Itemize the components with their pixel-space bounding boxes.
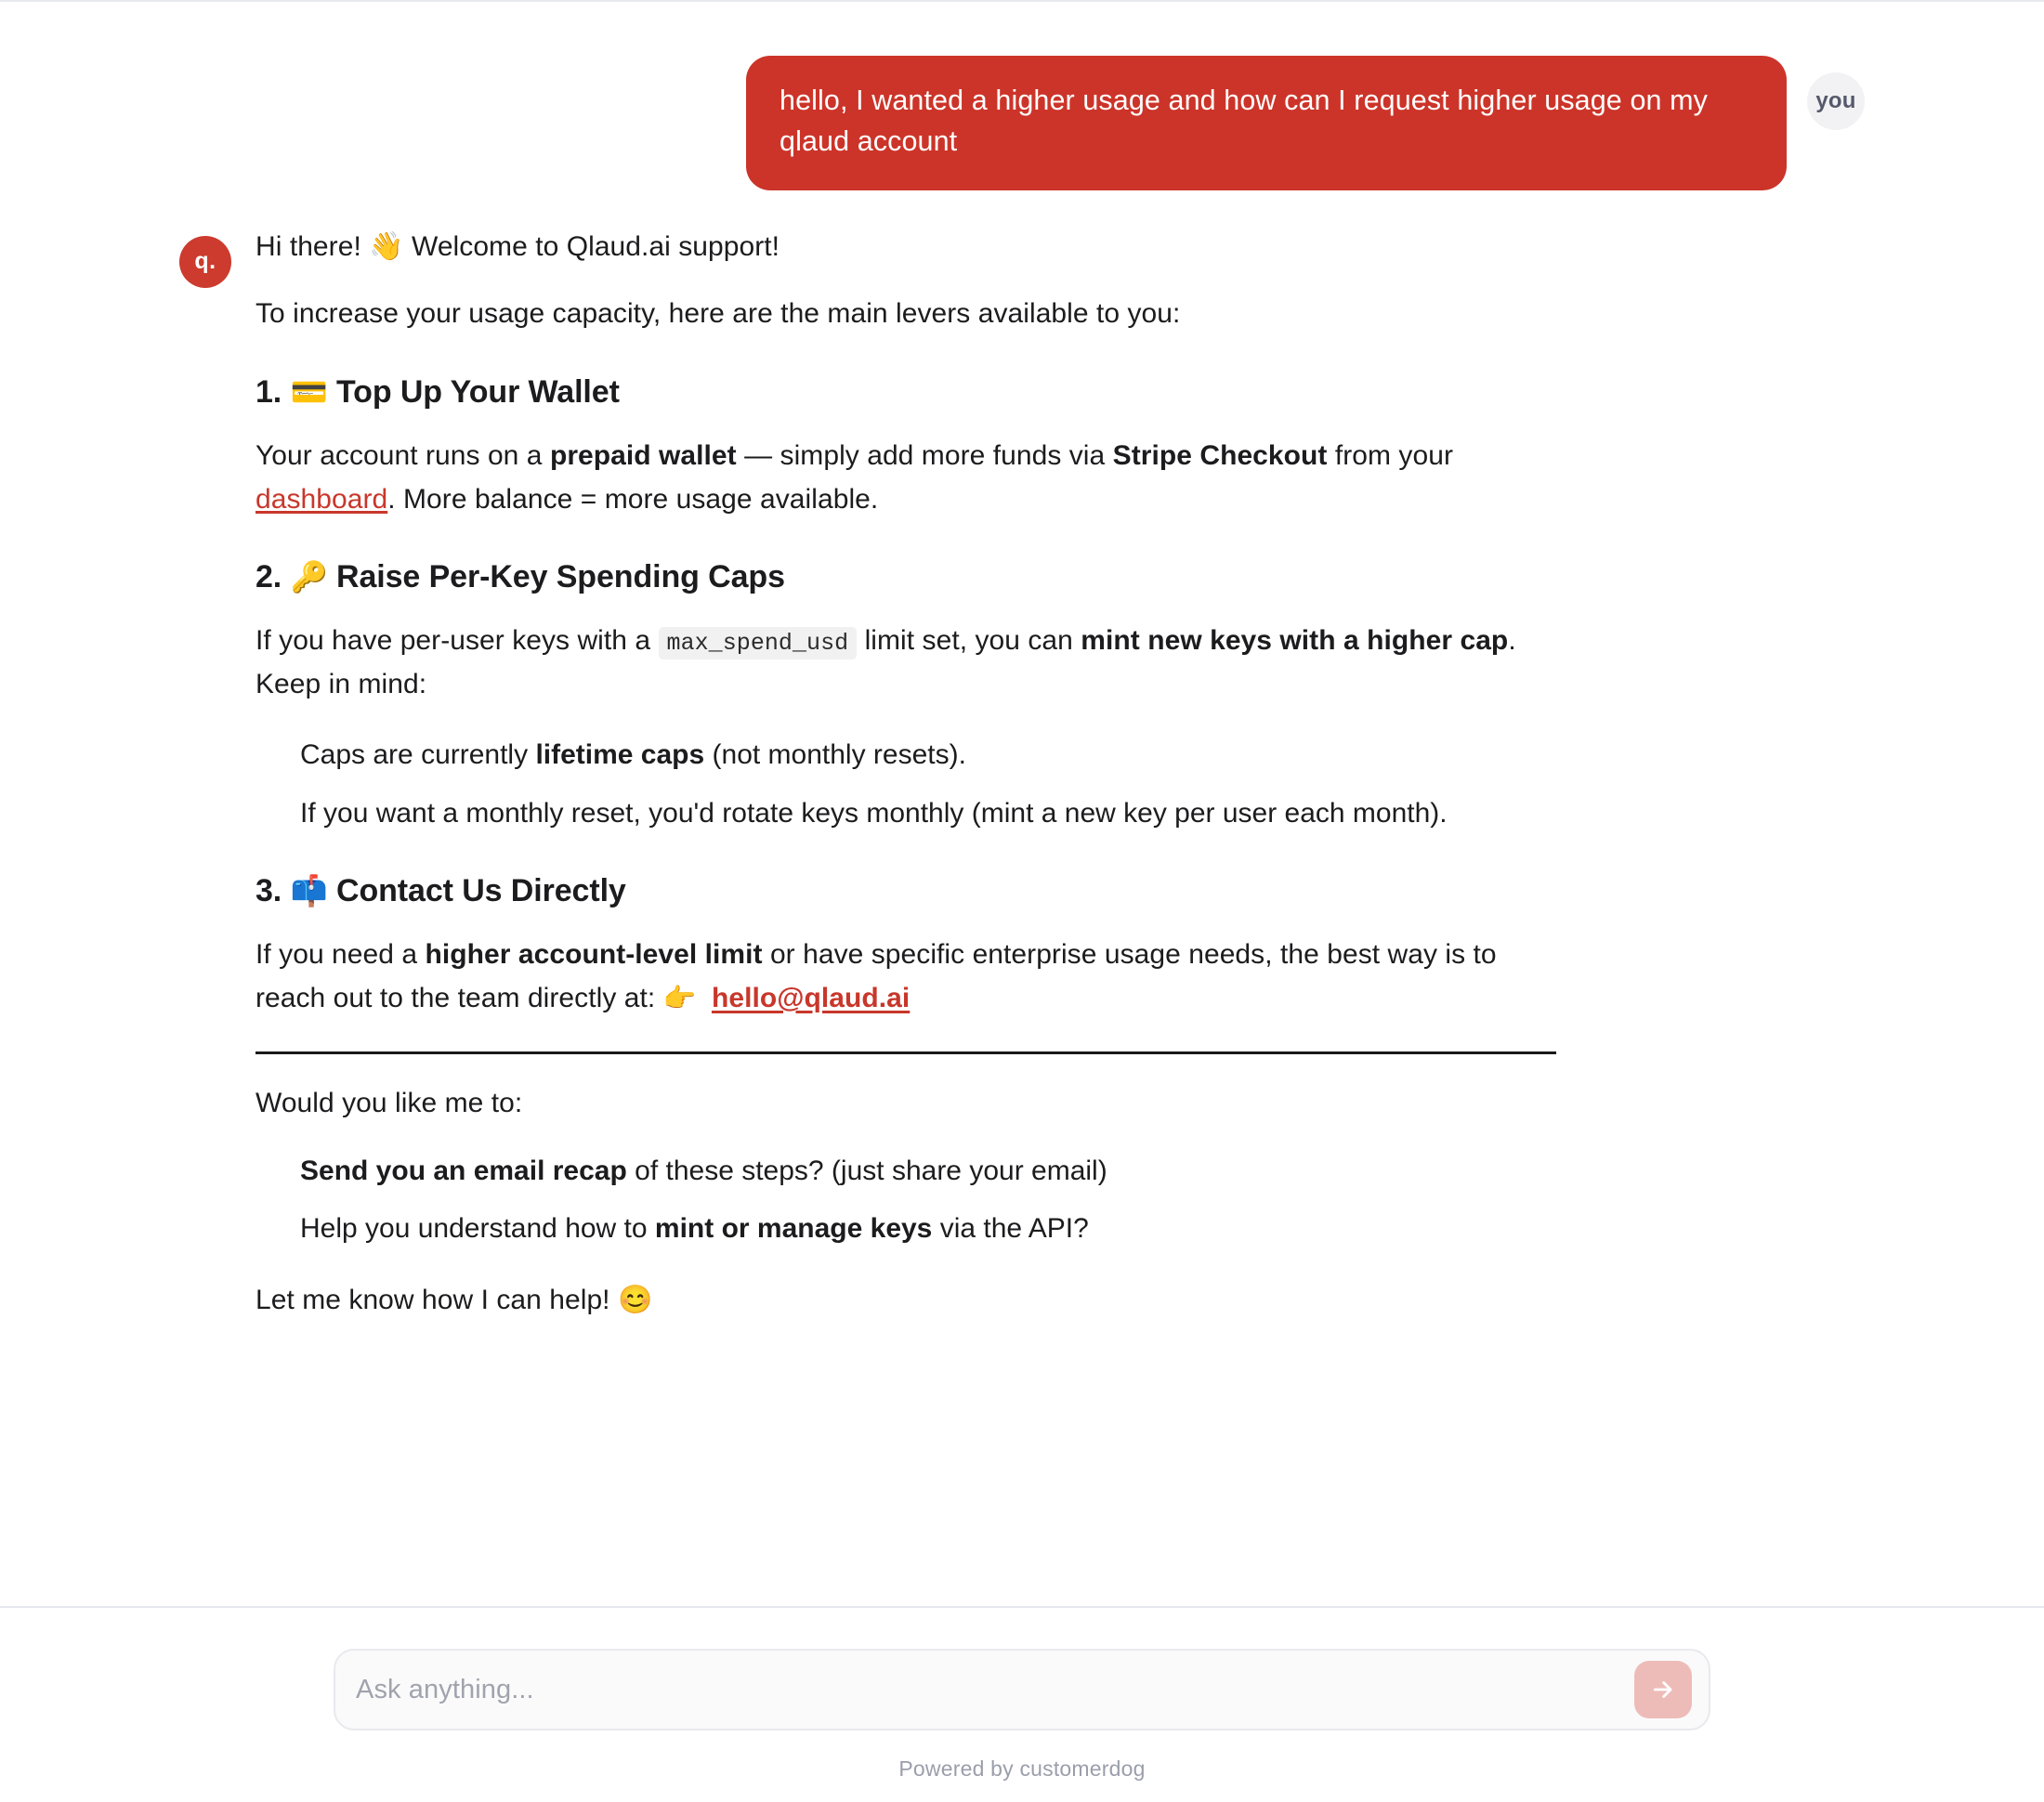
closing-signoff: Let me know how I can help! 😊 — [256, 1284, 653, 1315]
max-spend-usd-code: max_spend_usd — [659, 627, 858, 659]
s2-bold-mint-new-keys: mint new keys with a higher cap — [1081, 625, 1509, 657]
section-2-paragraph — [256, 620, 1556, 706]
content-divider — [256, 1051, 1556, 1054]
section-1-title: Top Up Your Wallet — [336, 373, 620, 410]
s1-text-e: from your — [1327, 440, 1453, 471]
bot-message-body — [256, 226, 1556, 1351]
key-icon: 🔑 — [290, 559, 328, 594]
list-item — [256, 1208, 1556, 1251]
send-button[interactable] — [1634, 1661, 1692, 1718]
s3-text-c: or have specific enterprise usage needs, the best way is to reach out to the team directly at: — [256, 939, 1497, 1013]
s2-bullet1-bold: lifetime caps — [535, 739, 705, 771]
option2-c: via the API? — [932, 1213, 1089, 1245]
s2-text-b: limit set, you can — [857, 625, 1081, 657]
section-2-title: Raise Per-Key Spending Caps — [336, 559, 785, 594]
s2-bullet1-a: Caps are currently — [300, 739, 536, 771]
mailbox-icon: 📫 — [290, 873, 328, 909]
powered-by-label: Powered by customerdog — [898, 1756, 1146, 1781]
pointing-right-icon: 👉 — [662, 982, 697, 1013]
section-2-number: 2. — [256, 559, 282, 594]
list-item — [256, 1150, 1556, 1194]
bot-avatar: q. — [179, 236, 231, 288]
section-2-bullet-list — [256, 734, 1556, 835]
message-transcript[interactable] — [0, 2, 2044, 1606]
s2-text-a: If you have per-user keys with a — [256, 625, 659, 657]
list-item — [256, 734, 1556, 777]
section-3-title: Contact Us Directly — [336, 873, 626, 909]
section-3-number: 3. — [256, 873, 282, 909]
s2-bullet2-a: If you want a monthly reset, you'd rotate keys monthly (mint a new key per user each month). — [300, 797, 1448, 829]
dashboard-link[interactable]: dashboard — [256, 483, 388, 515]
s1-bold-prepaid-wallet: prepaid wallet — [549, 440, 737, 471]
closing-prompt: Would you like me to: — [256, 1088, 523, 1119]
section-3-paragraph — [256, 934, 1556, 1020]
s1-text-c: — simply add more funds via — [736, 440, 1113, 471]
s2-bullet1-c: (not monthly resets). — [704, 739, 966, 771]
s1-text-f: . More balance = more usage available. — [387, 483, 879, 515]
arrow-right-icon — [1649, 1676, 1677, 1704]
you-badge: you — [1807, 72, 1865, 130]
credit-card-icon: 💳 — [290, 373, 328, 410]
section-1-paragraph — [256, 435, 1556, 521]
s1-bold-stripe-checkout: Stripe Checkout — [1112, 440, 1328, 471]
message-input[interactable] — [335, 1651, 1634, 1729]
s2-text-d: . Keep in mind: — [256, 625, 1516, 699]
list-item — [256, 792, 1556, 836]
section-1-heading — [256, 372, 1556, 412]
composer-box[interactable] — [334, 1649, 1710, 1730]
option1-rest: of these steps? (just share your email) — [626, 1155, 1107, 1186]
bot-intro: To increase your usage capacity, here are the main levers available to you: — [256, 298, 1181, 330]
bot-message-row — [172, 226, 1872, 1351]
option1-bold: Send you an email recap — [300, 1155, 627, 1186]
s3-text-a: If you need a — [256, 939, 426, 971]
section-3-heading — [256, 870, 1556, 911]
section-1-number: 1. — [256, 373, 282, 410]
bot-greeting: Hi there! 👋 Welcome to Qlaud.ai support! — [256, 230, 780, 262]
option2-bold: mint or manage keys — [654, 1213, 933, 1245]
support-email-link[interactable]: hello@qlaud.ai — [711, 982, 911, 1013]
composer-area — [0, 1606, 2044, 1802]
section-2-heading — [256, 556, 1556, 597]
user-message-bubble: hello, I wanted a higher usage and how can I request higher usage on my qlaud account — [746, 56, 1787, 190]
message-thread — [172, 2, 1872, 1350]
s1-text-a: Your account runs on a — [256, 440, 550, 471]
s3-bold-higher-limit: higher account-level limit — [425, 939, 763, 971]
option2-a: Help you understand how to — [300, 1213, 655, 1245]
user-message-row — [172, 56, 1872, 190]
closing-options-list — [256, 1150, 1556, 1251]
